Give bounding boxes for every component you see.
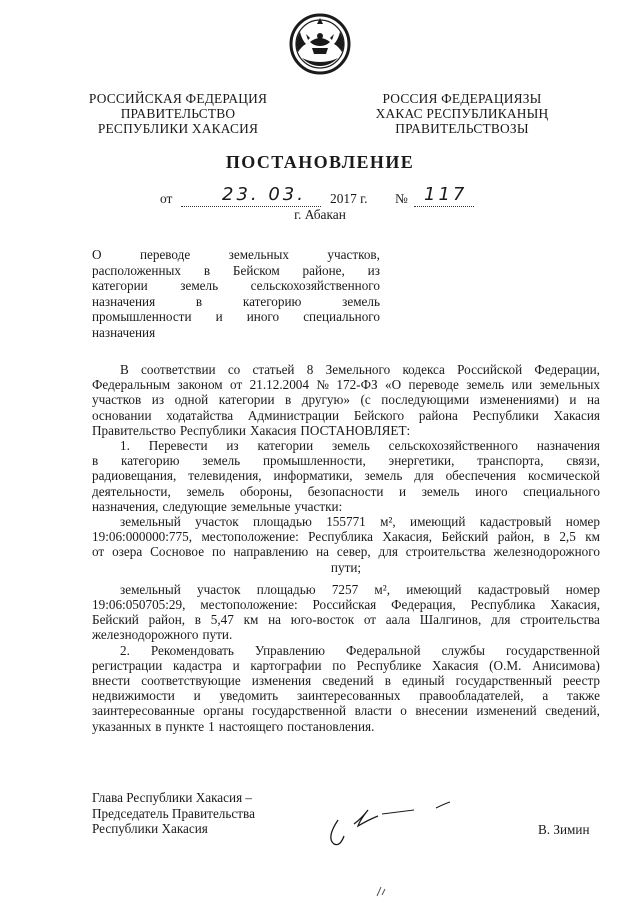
body-line [92, 612, 600, 627]
body-word: площадью [253, 514, 312, 530]
body-word: другую» [301, 392, 350, 408]
body-line [92, 377, 600, 392]
subject-word: переводе [139, 247, 191, 262]
subject-word: в [203, 262, 211, 278]
body-word: района [418, 407, 458, 423]
body-word: основании [92, 407, 152, 423]
subject-word: промышленности [92, 309, 192, 325]
body-word: аала [385, 612, 411, 628]
date-year: 2017 г. [330, 191, 368, 206]
body-word: категорию [121, 453, 180, 469]
subject-word: иного [246, 309, 280, 325]
body-word: Хакасия [553, 407, 600, 423]
body-word: 1. [120, 438, 130, 454]
subject-word: О [92, 247, 102, 262]
subject-word: Бейском [232, 262, 280, 278]
body-word: в [155, 718, 162, 734]
body-word: (О.М. [489, 657, 522, 673]
body-word: органы [203, 703, 244, 719]
body-word: категории [218, 392, 275, 408]
body-word: и [193, 688, 201, 704]
body-word: транспорта, [477, 453, 544, 469]
body-word: Перевести [148, 438, 208, 454]
body-word: район, [148, 612, 186, 628]
body-word: от [363, 612, 377, 628]
body-word: государственный [455, 673, 552, 689]
body-word: Республике [356, 657, 422, 673]
handwritten-signature [318, 798, 468, 848]
body-word: от [230, 377, 243, 393]
header-right-block [362, 91, 562, 136]
body-word: категории [257, 438, 314, 454]
subject-line [92, 309, 380, 325]
body-word: Рекомендовать [150, 642, 234, 658]
body-word: 19:06:050705:29, [92, 597, 186, 613]
subject-word: земельных [228, 247, 289, 262]
body-word: из [151, 392, 165, 408]
body-word: земель [331, 438, 370, 454]
body-word: для [491, 612, 511, 628]
body-word: службы [441, 642, 485, 658]
handwritten-number: 117 [424, 184, 468, 205]
body-word: № [316, 377, 329, 393]
subject-word: назначения [92, 324, 156, 340]
body-word: участок [195, 514, 239, 530]
body-word: специального [523, 483, 600, 499]
body-word: земельный [120, 581, 181, 597]
header-left-block [78, 91, 278, 136]
body-word: Федерации, [534, 362, 600, 377]
body-word: уведомить [219, 688, 279, 704]
body-word: в [92, 453, 99, 469]
body-word: имеющий [410, 514, 466, 530]
body-word: также [566, 688, 600, 704]
body-word: земельные [230, 498, 291, 514]
subject-word: земель [342, 293, 380, 309]
body-word: космической [527, 468, 600, 484]
body-word: и [232, 657, 240, 673]
document-body [92, 362, 600, 734]
body-word: сведений [322, 673, 374, 689]
subject-line [92, 247, 380, 263]
body-word: направлению [233, 544, 309, 560]
body-line [92, 392, 600, 407]
body-word: пути. [202, 627, 233, 643]
body-word: иного [475, 483, 508, 499]
body-word: кодекса [402, 362, 445, 377]
body-word: имеющий [406, 581, 462, 597]
body-word: переводе [408, 377, 459, 393]
body-word: реестр [562, 673, 600, 689]
body-word: единый [402, 673, 445, 689]
body-word: обеспечения [445, 468, 516, 484]
body-line [92, 560, 600, 575]
body-word: номер [565, 514, 600, 530]
body-word: Республика [470, 597, 536, 613]
body-line [92, 582, 600, 597]
subject-word: категорию [242, 293, 302, 309]
body-word: Управлению [254, 642, 326, 658]
body-line [92, 658, 600, 673]
body-word: в [543, 529, 550, 545]
body-word: железнодорожного [493, 544, 600, 560]
body-word: участки: [294, 498, 343, 514]
body-word: Сосновое [150, 544, 205, 560]
body-word: заинтересованные [92, 703, 195, 719]
body-word: земельный [120, 514, 181, 530]
body-word: 5,47 [210, 612, 234, 628]
body-word: по [332, 657, 346, 673]
body-line [92, 627, 600, 642]
body-word: земель [364, 468, 403, 484]
body-word: железнодорожного [92, 627, 199, 643]
body-word: постановления. [287, 718, 375, 734]
body-word: соответствующие [141, 673, 241, 689]
signatory-position-line: Глава Республики Хакасия – [92, 790, 253, 805]
body-word: 1 [208, 718, 215, 734]
subject-word: участков, [327, 247, 380, 262]
body-word: Федерация, [391, 597, 456, 613]
body-line [92, 529, 600, 544]
body-word: связи, [566, 453, 600, 469]
body-word: о [400, 703, 407, 719]
subject-word: назначения [92, 293, 156, 309]
header-left-line: РЕСПУБЛИКИ ХАКАСИЯ [97, 121, 259, 136]
body-word: Бейский [92, 612, 139, 628]
body-line [92, 423, 600, 438]
body-word: участков [92, 392, 142, 408]
body-word: внести [92, 673, 131, 689]
body-word: кадастровый [477, 581, 550, 597]
body-word: земельных [539, 377, 600, 393]
body-word: Республики [472, 407, 539, 423]
body-word: одной [174, 392, 209, 408]
subject-word: из [367, 262, 380, 278]
body-word: энергетики, [388, 453, 455, 469]
subject-word: земель [180, 278, 219, 294]
body-word: обороны, [239, 483, 293, 499]
body-word: Хакасия [249, 422, 297, 438]
subject-word: в [195, 293, 203, 309]
body-word: для [378, 544, 398, 560]
body-word: со [227, 362, 241, 377]
body-word: назначения, [92, 498, 159, 514]
body-line [92, 453, 600, 468]
body-word: статьей [252, 362, 295, 377]
header-left-line: ПРАВИТЕЛЬСТВО [120, 106, 236, 121]
subject-line [92, 325, 380, 341]
body-line [92, 438, 600, 453]
subject-word: категории [92, 278, 148, 294]
body-word: или [511, 377, 533, 393]
body-word: Хакасия [432, 657, 479, 673]
body-word: участок [197, 581, 241, 597]
body-word: государственной [505, 642, 600, 658]
body-word: изменений [476, 703, 537, 719]
body-word: озера [112, 544, 143, 560]
body-word: км [585, 529, 600, 545]
body-word: сведений, [545, 703, 600, 719]
body-word: земель [202, 453, 241, 469]
body-word: сельскохозяйственного [388, 438, 518, 454]
body-word: картографии [250, 657, 322, 673]
body-word: Бейский [441, 529, 489, 545]
subject-line [92, 278, 380, 294]
signatory-name: В. Зимин [538, 822, 590, 837]
body-word: номер [565, 581, 600, 597]
subject-word: специального [303, 309, 380, 325]
body-word: м², [380, 514, 396, 530]
body-word: назначения [536, 438, 600, 454]
date-prefix: от [160, 191, 173, 206]
body-word: промышленности, [262, 453, 366, 469]
body-word: Анисимова) [532, 657, 600, 673]
body-word: Федеральной [346, 642, 421, 658]
subject-word: расположенных [92, 262, 181, 278]
body-word: государственной [252, 703, 347, 719]
body-word: км [243, 612, 259, 628]
signatory-position [92, 790, 255, 837]
body-word: регистрации [92, 657, 163, 673]
body-word: заинтересованных [296, 688, 401, 704]
body-word: на [268, 612, 281, 628]
body-word: Правительство [92, 422, 176, 438]
body-word: площадью [256, 581, 316, 597]
body-word: район, [497, 529, 535, 545]
body-word: местоположение: [201, 529, 299, 545]
body-word: земель [466, 377, 505, 393]
body-word: 19:06:000000:775, [92, 529, 193, 545]
body-word: а [542, 688, 549, 704]
header-right-line: ХАКАС РЕСПУБЛИКАНЫҢ [375, 106, 549, 121]
body-word: 21.12.2004 [249, 377, 309, 393]
body-word: и [569, 392, 577, 408]
number-sign: № [395, 191, 408, 206]
body-word: Администрации [247, 407, 340, 423]
body-word: пути; [330, 559, 362, 575]
body-word: из [226, 438, 239, 454]
subject-block [92, 247, 380, 341]
body-word: последующими [381, 392, 470, 408]
body-word: информатики, [273, 468, 353, 484]
body-word: 2. [120, 642, 130, 658]
body-word: Хакасия, [382, 529, 433, 545]
body-word: настоящего [218, 718, 284, 734]
body-word: от [92, 544, 105, 560]
scan-artifact-mark [374, 884, 390, 898]
subject-word: и [215, 309, 223, 325]
body-word: в [194, 612, 202, 628]
body-line [92, 408, 600, 423]
body-word: на [316, 544, 329, 560]
body-word: радиовещания, [92, 468, 177, 484]
body-line [92, 703, 600, 718]
body-word: на [586, 392, 600, 408]
body-word: 8 [306, 362, 314, 377]
body-line [92, 468, 600, 483]
body-word: земель [421, 483, 460, 499]
body-line [92, 484, 600, 499]
body-word: изменения [251, 673, 312, 689]
body-word: телевидения, [188, 468, 262, 484]
body-line [92, 673, 600, 688]
body-line [92, 499, 600, 514]
body-word: 155771 [326, 514, 366, 530]
body-word: в [285, 392, 292, 408]
body-line [92, 719, 600, 734]
body-word: Федеральным [92, 377, 171, 393]
body-word: Республики [179, 422, 246, 438]
body-word: «О [385, 377, 402, 393]
body-word: местоположение: [200, 597, 298, 613]
handwritten-date: 23. 03. [222, 184, 306, 205]
body-word: для [414, 468, 434, 484]
body-word: 2,5 [559, 529, 576, 545]
body-word: безопасности [307, 483, 384, 499]
body-word: Хакасия, [550, 597, 600, 613]
body-word: строительства [520, 612, 600, 628]
body-line [92, 362, 600, 377]
body-word: внесении [415, 703, 468, 719]
body-word: и [399, 483, 407, 499]
body-word: север, [336, 544, 371, 560]
body-word: (с [360, 392, 371, 408]
body-word: 172-ФЗ [336, 377, 378, 393]
body-word: правообладателей, [419, 688, 524, 704]
body-word: Российская [312, 597, 377, 613]
body-word: указанных [92, 718, 152, 734]
body-line [92, 514, 600, 529]
header-right-line: ПРАВИТЕЛЬСТВОЗЫ [395, 121, 529, 136]
body-word: Бейского [353, 407, 405, 423]
body-word: кадастровый [479, 514, 552, 530]
body-word: ПОСТАНОВЛЯЕТ: [300, 422, 411, 438]
body-word: земель [186, 483, 225, 499]
document-title: ПОСТАНОВЛЕНИЕ [225, 152, 415, 172]
body-word: 7257 [331, 581, 359, 597]
khakassia-emblem-icon [288, 12, 352, 76]
body-word: Республика [308, 529, 373, 545]
body-word: изменениями) [479, 392, 559, 408]
body-word: следующие [162, 498, 227, 514]
subject-word: сельскохозяйственного [250, 278, 380, 294]
body-word: в [384, 673, 392, 689]
body-word: м², [374, 581, 390, 597]
body-line [92, 597, 600, 612]
signatory-position-line: Республики Хакасия [92, 821, 208, 837]
body-word: деятельности, [92, 483, 171, 499]
body-word: кадастра [173, 657, 222, 673]
body-line [92, 688, 600, 703]
signatory-position-line: Председатель Правительства [92, 805, 255, 821]
body-word: пункте [165, 718, 205, 734]
body-word: юго-восток [290, 612, 355, 628]
subject-line [92, 263, 380, 279]
body-word: по [211, 544, 226, 560]
body-word: строительства [405, 544, 486, 560]
body-word: законом [177, 377, 223, 393]
header-left-line: РОССИЙСКАЯ ФЕДЕРАЦИЯ [88, 91, 268, 106]
city-line: г. Абакан [294, 207, 346, 222]
body-word: соответствии [141, 362, 216, 377]
subject-line [92, 294, 380, 310]
body-word: Земельного [325, 362, 391, 377]
body-line [92, 643, 600, 658]
body-word: Шалгинов, [419, 612, 482, 628]
header-right-line: РОССИЯ ФЕДЕРАЦИЯЗЫ [382, 91, 542, 106]
subject-word: районе, [302, 262, 345, 278]
body-line [92, 544, 600, 559]
body-word: недвижимости [92, 688, 175, 704]
body-word: Российской [457, 362, 523, 377]
body-word: власти [354, 703, 392, 719]
body-word: ходатайства [166, 407, 234, 423]
body-word: В [120, 362, 129, 377]
